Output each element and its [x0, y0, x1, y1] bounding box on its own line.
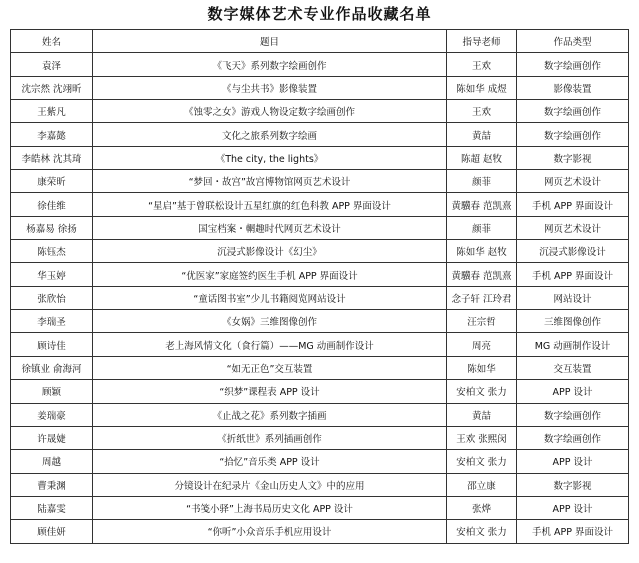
cell-name: 曹秉渊 — [11, 473, 93, 496]
cell-topic: 老上海风情文化（食行篇）——MG 动画制作设计 — [93, 333, 447, 356]
cell-topic: 沉浸式影像设计《幻尘》 — [93, 240, 447, 263]
cell-work-type: 数字绘画创作 — [517, 53, 629, 76]
cell-name: 徐佳维 — [11, 193, 93, 216]
cell-topic: 《蚀零之女》游戏人物设定数字绘画创作 — [93, 100, 447, 123]
cell-work-type: APP 设计 — [517, 380, 629, 403]
cell-name: 姜瑞豪 — [11, 403, 93, 426]
table-row — [11, 100, 629, 123]
cell-work-type: 数字绘画创作 — [517, 426, 629, 449]
cell-advisor: 安柏文 张力 — [447, 380, 517, 403]
cell-advisor: 颜菲 — [447, 216, 517, 239]
cell-advisor: 陈如华 — [447, 356, 517, 379]
cell-name: 杨嘉易 徐扬 — [11, 216, 93, 239]
table-row — [11, 333, 629, 356]
collection-table-container — [10, 29, 628, 544]
cell-work-type: 数字影视 — [517, 146, 629, 169]
cell-name: 李嘉懿 — [11, 123, 93, 146]
collection-table — [10, 29, 629, 544]
cell-advisor: 颜菲 — [447, 170, 517, 193]
cell-work-type: APP 设计 — [517, 450, 629, 473]
table-row — [11, 380, 629, 403]
cell-work-type: 数字绘画创作 — [517, 100, 629, 123]
cell-work-type: APP 设计 — [517, 496, 629, 519]
table-row — [11, 356, 629, 379]
cell-work-type: 网页艺术设计 — [517, 216, 629, 239]
table-header-row — [11, 30, 629, 53]
header-advisor: 指导老师 — [447, 30, 517, 53]
cell-name: 袁泽 — [11, 53, 93, 76]
cell-name: 陈钰杰 — [11, 240, 93, 263]
cell-topic: “织梦”课程表 APP 设计 — [93, 380, 447, 403]
cell-work-type: MG 动画制作设计 — [517, 333, 629, 356]
cell-work-type: 数字影视 — [517, 473, 629, 496]
table-row — [11, 496, 629, 519]
cell-advisor: 黄喆 — [447, 403, 517, 426]
cell-topic: “星启”基于曾联松设计五星红旗的红色科教 APP 界面设计 — [93, 193, 447, 216]
cell-name: 李皓林 沈其琦 — [11, 146, 93, 169]
table-row — [11, 426, 629, 449]
cell-advisor: 周亮 — [447, 333, 517, 356]
header-name: 姓名 — [11, 30, 93, 53]
cell-topic: “书笺小驿”上海书局历史文化 APP 设计 — [93, 496, 447, 519]
cell-name: 王紫凡 — [11, 100, 93, 123]
cell-topic: “梦回・故宫”故宫博物馆网页艺术设计 — [93, 170, 447, 193]
table-row — [11, 53, 629, 76]
cell-work-type: 交互装置 — [517, 356, 629, 379]
cell-topic: “你听”小众音乐手机应用设计 — [93, 520, 447, 543]
cell-name: 张欣怡 — [11, 286, 93, 309]
cell-advisor: 汪宗哲 — [447, 310, 517, 333]
cell-topic: 文化之旅系列数字绘画 — [93, 123, 447, 146]
cell-advisor: 黄驥春 范凯熹 — [447, 193, 517, 216]
cell-advisor: 陈如华 成煜 — [447, 76, 517, 99]
cell-topic: “童话图书室”少儿书籍阅览网站设计 — [93, 286, 447, 309]
table-row — [11, 123, 629, 146]
cell-topic: 国宝档案・輞趣时代网页艺术设计 — [93, 216, 447, 239]
cell-advisor: 王欢 — [447, 53, 517, 76]
cell-advisor: 陈如华 赵牧 — [447, 240, 517, 263]
table-body — [11, 53, 629, 543]
cell-name: 康荣昕 — [11, 170, 93, 193]
table-row — [11, 473, 629, 496]
table-row — [11, 263, 629, 286]
cell-advisor: 黄驥春 范凯熹 — [447, 263, 517, 286]
table-row — [11, 286, 629, 309]
header-work-type: 作品类型 — [517, 30, 629, 53]
cell-name: 沈宗然 沈翊昕 — [11, 76, 93, 99]
cell-name: 华玉婷 — [11, 263, 93, 286]
table-row — [11, 520, 629, 543]
cell-work-type: 网页艺术设计 — [517, 170, 629, 193]
cell-topic: 《折纸世》系列插画创作 — [93, 426, 447, 449]
cell-name: 陆嘉雯 — [11, 496, 93, 519]
cell-topic: 《止战之花》系列数字插画 — [93, 403, 447, 426]
cell-name: 徐镇业 俞海河 — [11, 356, 93, 379]
cell-topic: 《女娲》三维图像创作 — [93, 310, 447, 333]
table-row — [11, 450, 629, 473]
cell-name: 周越 — [11, 450, 93, 473]
cell-topic: 《与尘共书》影像装置 — [93, 76, 447, 99]
cell-advisor: 邵立康 — [447, 473, 517, 496]
cell-work-type: 手机 APP 界面设计 — [517, 193, 629, 216]
cell-name: 李瑞圣 — [11, 310, 93, 333]
cell-work-type: 手机 APP 界面设计 — [517, 520, 629, 543]
cell-advisor: 念子轩 江玲君 — [447, 286, 517, 309]
header-topic: 题目 — [93, 30, 447, 53]
cell-advisor: 黄喆 — [447, 123, 517, 146]
cell-work-type: 数字绘画创作 — [517, 403, 629, 426]
cell-topic: “优医家”家庭签约医生手机 APP 界面设计 — [93, 263, 447, 286]
cell-advisor: 张烨 — [447, 496, 517, 519]
table-row — [11, 216, 629, 239]
cell-topic: “如无正色”交互装置 — [93, 356, 447, 379]
cell-work-type: 数字绘画创作 — [517, 123, 629, 146]
cell-advisor: 王欢 — [447, 100, 517, 123]
table-row — [11, 193, 629, 216]
cell-name: 顾佳妍 — [11, 520, 93, 543]
table-row — [11, 146, 629, 169]
cell-name: 顾诗佳 — [11, 333, 93, 356]
cell-name: 许晟婕 — [11, 426, 93, 449]
cell-topic: 《The city, the lights》 — [93, 146, 447, 169]
table-row — [11, 170, 629, 193]
cell-work-type: 沉浸式影像设计 — [517, 240, 629, 263]
cell-advisor: 陈超 赵牧 — [447, 146, 517, 169]
cell-advisor: 王欢 张熙闵 — [447, 426, 517, 449]
cell-work-type: 手机 APP 界面设计 — [517, 263, 629, 286]
cell-name: 顾颖 — [11, 380, 93, 403]
table-row — [11, 240, 629, 263]
cell-work-type: 网站设计 — [517, 286, 629, 309]
table-row — [11, 310, 629, 333]
cell-advisor: 安柏文 张力 — [447, 450, 517, 473]
table-row — [11, 403, 629, 426]
cell-topic: “拾忆”音乐类 APP 设计 — [93, 450, 447, 473]
table-row — [11, 76, 629, 99]
cell-topic: 《飞天》系列数字绘画创作 — [93, 53, 447, 76]
cell-work-type: 影像装置 — [517, 76, 629, 99]
page-title: 数字媒体艺术专业作品收藏名单 — [207, 5, 432, 23]
cell-work-type: 三维图像创作 — [517, 310, 629, 333]
cell-topic: 分镜设计在纪录片《金山历史人文》中的应用 — [93, 473, 447, 496]
cell-advisor: 安柏文 张力 — [447, 520, 517, 543]
